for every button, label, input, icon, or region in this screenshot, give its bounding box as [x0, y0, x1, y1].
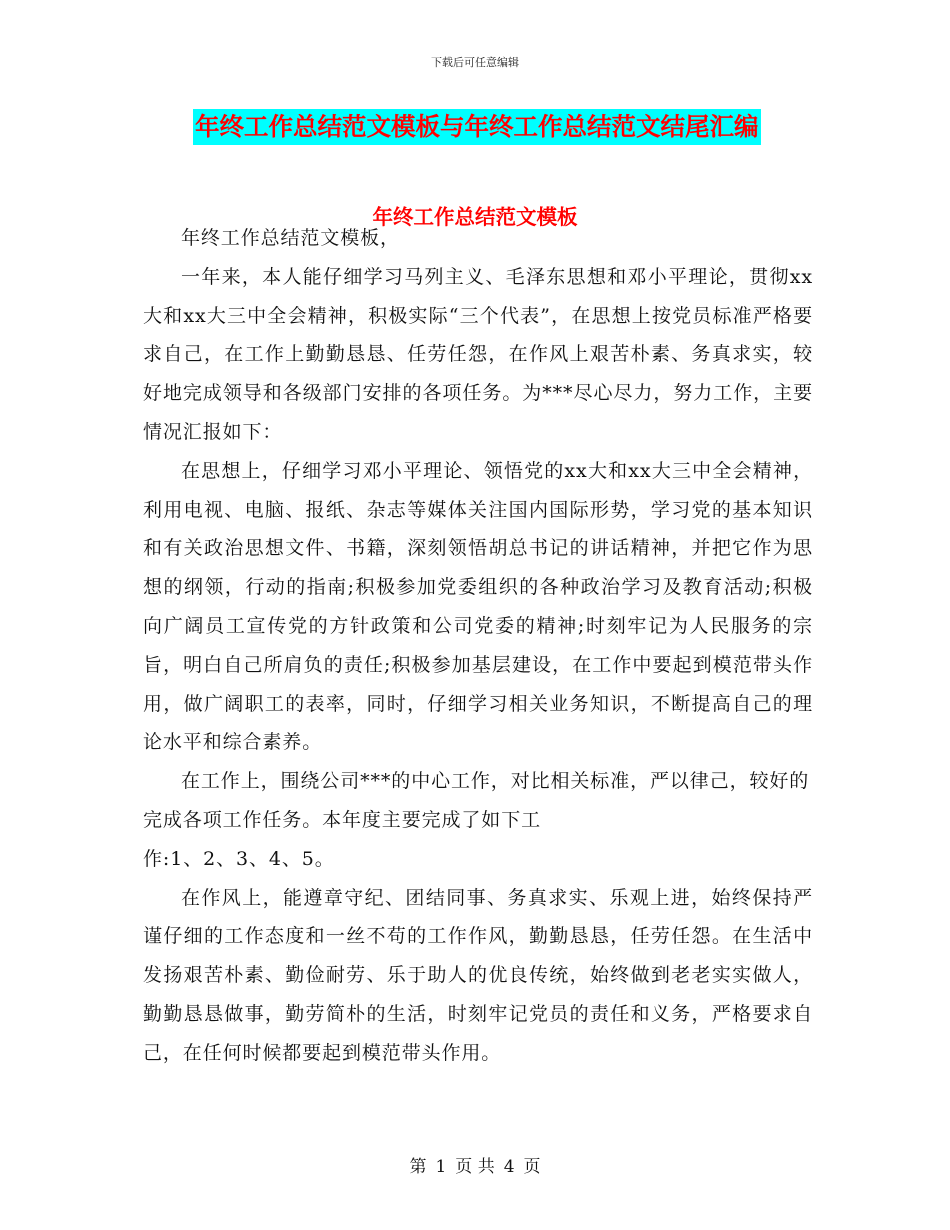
footer-suffix: 页	[523, 1157, 541, 1177]
body-text	[143, 219, 813, 1073]
paragraph-work-list: 作:1、2、3、4、5。	[143, 847, 335, 870]
paragraph-greeting: 年终工作总结范文模板，	[181, 227, 400, 249]
paragraph-thought: 在思想上，仔细学习邓小平理论、领悟党的xx大和xx大三中全会精神，利用电视、电脑、报纸、杂志等媒体关注国内国际形势，学习党的基本知识和有关政治思想文件、书籍，深刻领悟胡总书记的讲话精神，并把它作为思想的纲领，行动的指南;积极参加党委组织的各种政治学习及教育活动;积极向广阔员工宣传党的方针政策和公司党委的精神;时刻牢记为人民服务的宗旨，明白自己所肩负的责任;积极参加基层建设，在工作中要起到模范带头作用，做广阔职工的表率，同时，仔细学习相关业务知识，不断提高自己的理论水平和综合素养。	[143, 459, 813, 754]
section-title: 年终工作总结范文模板	[372, 205, 578, 229]
paragraph-intro: 一年来，本人能仔细学习马列主义、毛泽东思想和邓小平理论，贯彻xx大和xx大三中全会精神，积极实际“三个代表”，在思想上按党员标准严格要求自己，在工作上勤勤恳恳、任劳任怨，在作风上艰苦朴素、务真求实，较好地完成领导和各级部门安排的各项任务。为***尽心尽力，努力工作，主要情况汇报如下：	[143, 265, 813, 443]
main-title: 年终工作总结范文模板与年终工作总结范文结尾汇编	[193, 109, 761, 145]
header-note: 下载后可任意编辑	[431, 56, 519, 69]
footer-total-pages: 4	[503, 1157, 515, 1177]
footer-middle: 页 共	[455, 1157, 495, 1177]
paragraph-style: 在作风上，能遵章守纪、团结同事、务真求实、乐观上进，始终保持严谨仔细的工作态度和一丝不苟的工作作风，勤勤恳恳，任劳任怨。在生活中发扬艰苦朴素、勤俭耐劳、乐于助人的优良传统，始终做到老老实实做人，勤勤恳恳做事，勤劳简朴的生活，时刻牢记党员的责任和义务，严格要求自己，在任何时候都要起到模范带头作用。	[143, 886, 813, 1064]
page-footer	[0, 1152, 950, 1177]
footer-prefix: 第	[409, 1157, 427, 1177]
paragraph-work: 在工作上，围绕公司***的中心工作，对比相关标准，严以律己，较好的完成各项工作任务。本年度主要完成了如下工	[143, 770, 810, 831]
footer-page-number: 1	[435, 1157, 447, 1177]
